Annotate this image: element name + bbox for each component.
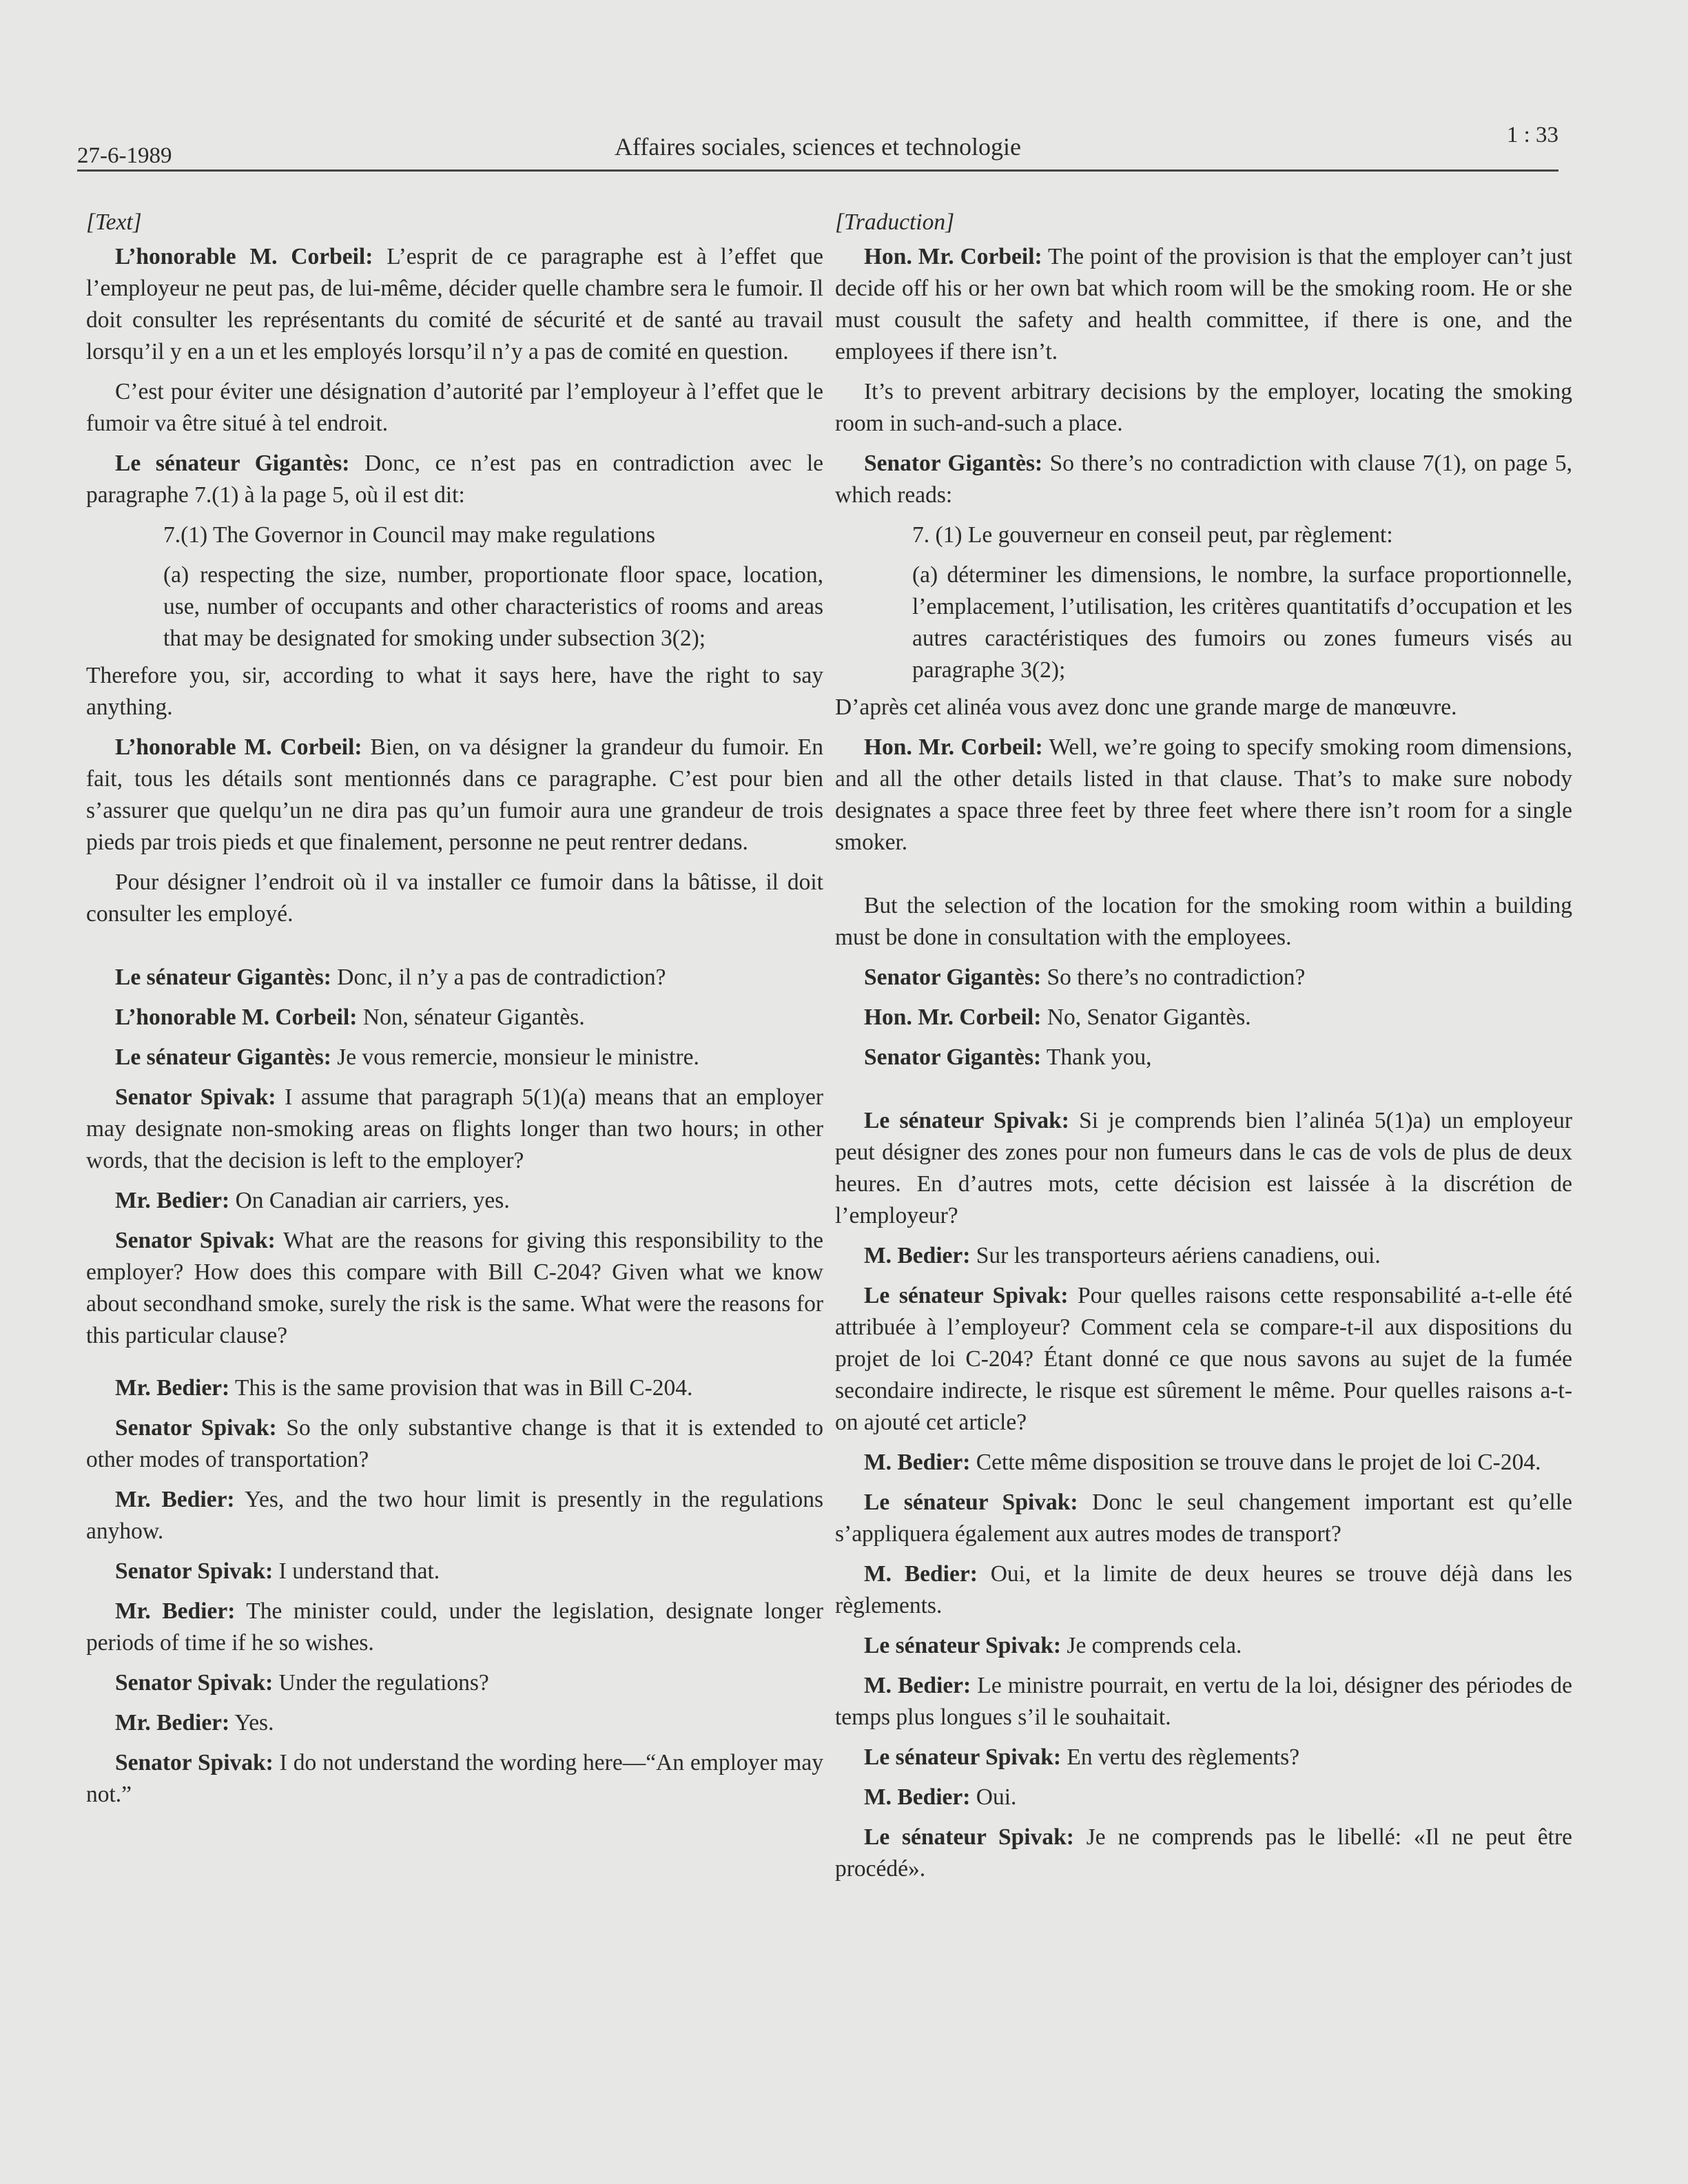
speech: Donc le seul changement important est qu’elle s’appliquera également aux autres modes de transport?	[835, 1490, 1572, 1547]
paragraph	[835, 1670, 1572, 1733]
speaker: Senator Spivak:	[115, 1670, 274, 1696]
speech: Je ne comprends pas le libellé: «Il ne peut être procédé».	[835, 1824, 1572, 1882]
speech: I do not understand the wording here—“An employer may not.”	[86, 1750, 823, 1807]
paragraph	[835, 1487, 1572, 1550]
paragraph	[86, 448, 823, 511]
speaker: Le sénateur Spivak:	[864, 1283, 1069, 1308]
paragraph: But the selection of the location for the smoking room within a building must be done in consultation with the employees.	[835, 893, 1572, 950]
speech: Sur les transporteurs aériens canadiens, oui.	[970, 1243, 1381, 1268]
speech: So there’s no contradiction with clause 7(1), on page 5, which reads:	[835, 451, 1572, 508]
paragraph: Therefore you, sir, according to what it says here, have the right to say anything.	[86, 663, 823, 720]
paragraph	[86, 1484, 823, 1547]
paragraph	[835, 1822, 1572, 1885]
speaker: Mr. Bedier:	[115, 1188, 230, 1213]
header-date: 27-6-1989	[77, 143, 172, 168]
paragraph	[86, 1225, 823, 1352]
page-header	[77, 123, 1558, 172]
paragraph	[86, 1412, 823, 1476]
speaker: Hon. Mr. Corbeil:	[864, 1005, 1042, 1030]
speech: Under the regulations?	[273, 1670, 489, 1696]
speaker: Le sénateur Spivak:	[864, 1490, 1078, 1515]
paragraph	[86, 1082, 823, 1177]
right-column	[835, 207, 1572, 1893]
quotation: (a) respecting the size, number, proportionate floor space, location, use, number of occupants and other characteristics of rooms and areas that may be designated for smoking under subsection 3(2);	[163, 562, 823, 651]
speaker: Mr. Bedier:	[115, 1710, 230, 1735]
speech: On Canadian air carriers, yes.	[229, 1188, 510, 1213]
speaker: Senator Gigantès:	[864, 965, 1042, 990]
speech: Pour quelles raisons cette responsabilité a-t-elle été attribuée à l’employeur? Comment cela se compare-t-il aux dispositions du projet de loi C-204? Étant donné ce que nous savons au sujet de la fumée secondaire indirecte, le risque est sûrement le même. Pour quelles raisons a-t-on ajouté cet article?	[835, 1283, 1572, 1435]
speech: Donc, il n’y a pas de contradiction?	[331, 965, 666, 990]
speech: No, Senator Gigantès.	[1041, 1005, 1251, 1030]
speech: Le ministre pourrait, en vertu de la loi, désigner des périodes de temps plus longues s’il le souhaitait.	[835, 1673, 1573, 1730]
paragraph	[835, 732, 1572, 858]
speech: Bien, on va désigner la grandeur du fumoir. En fait, tous les détails sont mentionnés dans ce paragraphe. C’est pour bien s’assurer que quelqu’un ne dira pas qu’un fumoir aura une grandeur de trois pieds par trois pieds et que finalement, personne ne peut rentrer dedans.	[86, 734, 823, 855]
speech: Oui, et la limite de deux heures se trouve déjà dans les règlements.	[835, 1561, 1572, 1618]
speaker: Le sénateur Gigantès:	[115, 965, 331, 990]
paragraph	[835, 241, 1572, 368]
speaker: Le sénateur Spivak:	[864, 1824, 1074, 1850]
speaker: Mr. Bedier:	[115, 1375, 230, 1401]
speaker: M. Bedier:	[864, 1561, 978, 1587]
speech: Je comprends cela.	[1061, 1633, 1242, 1658]
speaker: M. Bedier:	[864, 1450, 971, 1475]
speaker: L’honorable M. Corbeil:	[115, 734, 362, 760]
speech: Yes, and the two hour limit is presently in the regulations anyhow.	[86, 1487, 823, 1544]
speech: L’esprit de ce paragraphe est à l’effet que l’employeur ne peut pas, de lui-même, décider quelle chambre sera le fumoir. Il doit consulter les représentants du comité de sécurité et de santé au travail lorsqu’il y en a un et les employés lorsqu’il n’y a pas de comité en question.	[86, 244, 823, 364]
speaker: Mr. Bedier:	[115, 1598, 236, 1624]
speech: So there’s no contradiction?	[1041, 965, 1306, 990]
paragraph	[835, 1782, 1572, 1813]
paragraph: It’s to prevent arbitrary decisions by the employer, locating the smoking room in such-and-such a place.	[835, 379, 1572, 436]
paragraph	[835, 1447, 1572, 1479]
speaker: L’honorable M. Corbeil:	[115, 1005, 358, 1030]
paragraph	[835, 1042, 1572, 1073]
speech: I understand that.	[273, 1558, 440, 1584]
speaker: Le sénateur Spivak:	[864, 1744, 1062, 1770]
header-page-number: 1 : 33	[1506, 123, 1558, 147]
paragraph	[86, 241, 823, 368]
paragraph: Pour désigner l’endroit où il va installer ce fumoir dans la bâtisse, il doit consulter les employé.	[86, 869, 823, 927]
header-title: Affaires sociales, sciences et technologie	[614, 133, 1022, 161]
paragraph	[86, 1556, 823, 1587]
speech: Well, we’re going to specify smoking room dimensions, and all the other details listed in that clause. That’s to make sure nobody designates a space three feet by three feet where there isn’t room for a single smoker.	[835, 734, 1573, 855]
speaker: M. Bedier:	[864, 1673, 971, 1698]
paragraph	[835, 1630, 1572, 1662]
quotation: 7.(1) The Governor in Council may make regulations	[163, 522, 655, 548]
paragraph	[835, 1558, 1572, 1622]
speech: Oui.	[970, 1784, 1017, 1810]
left-column	[86, 207, 823, 1819]
speaker: Senator Spivak:	[115, 1558, 274, 1584]
speech: What are the reasons for giving this responsibility to the employer? How does this compare with Bill C-204? Given what we know about secondhand smoke, surely the risk is the same. What were the reasons for this particular clause?	[86, 1228, 823, 1348]
paragraph	[835, 962, 1572, 993]
speaker: Le sénateur Gigantès:	[115, 451, 350, 476]
paragraph	[835, 1105, 1572, 1232]
speaker: Hon. Mr. Corbeil:	[864, 244, 1042, 269]
speech: Non, sénateur Gigantès.	[357, 1005, 585, 1030]
speaker: Senator Gigantès:	[864, 451, 1043, 476]
speech: This is the same provision that was in Bill C-204.	[229, 1375, 693, 1401]
section-label: [Text]	[86, 209, 142, 235]
section-label: [Traduction]	[835, 209, 955, 235]
paragraph	[86, 962, 823, 993]
speech: So the only substantive change is that it is extended to other modes of transportation?	[86, 1415, 823, 1472]
paragraph	[835, 1240, 1572, 1272]
speaker: Hon. Mr. Corbeil:	[864, 734, 1043, 760]
quotation: 7. (1) Le gouverneur en conseil peut, par règlement:	[912, 522, 1393, 548]
speech: Cette même disposition se trouve dans le projet de loi C-204.	[970, 1450, 1541, 1475]
speaker: Senator Spivak:	[115, 1415, 277, 1441]
paragraph	[86, 1707, 823, 1739]
speech: Thank you,	[1041, 1044, 1152, 1070]
paragraph	[86, 1667, 823, 1699]
paragraph	[835, 448, 1572, 511]
speech: I assume that paragraph 5(1)(a) means that an employer may designate non-smoking areas on flights longer than two hours; in other words, that the decision is left to the employer?	[86, 1084, 823, 1173]
speaker: Le sénateur Spivak:	[864, 1108, 1069, 1133]
speech: Si je comprends bien l’alinéa 5(1)a) un employeur peut désigner des zones pour non fumeurs dans le cas de vols de plus de deux heures. En d’autres mots, cette décision est laissée à la discrétion de l’employeur?	[835, 1108, 1572, 1228]
paragraph	[835, 1742, 1572, 1773]
speech: Yes.	[229, 1710, 274, 1735]
paragraph: D’après cet alinéa vous avez donc une grande marge de manœuvre.	[835, 694, 1457, 720]
paragraph	[835, 1280, 1572, 1439]
header-rule	[77, 169, 1558, 172]
paragraph	[86, 1596, 823, 1659]
speaker: L’honorable M. Corbeil:	[115, 244, 373, 269]
paragraph	[86, 1747, 823, 1811]
speech: The point of the provision is that the employer can’t just decide off his or her own bat which room will be the smoking room. He or she must cousult the safety and health committee, if there is one, and the employees if there isn’t.	[835, 244, 1572, 364]
paragraph	[86, 1372, 823, 1404]
speech: The minister could, under the legislation, designate longer periods of time if he so wishes.	[86, 1598, 823, 1656]
speech: Je vous remercie, monsieur le ministre.	[331, 1044, 699, 1070]
paragraph	[86, 732, 823, 858]
paragraph	[835, 1002, 1572, 1033]
speaker: Le sénateur Spivak:	[864, 1633, 1062, 1658]
speech: En vertu des règlements?	[1061, 1744, 1300, 1770]
quotation: (a) déterminer les dimensions, le nombre, la surface proportionnelle, l’emplacement, l’utilisation, les critères quantitatifs d’occupation et les autres caractéristiques des fumoirs ou zones fumeurs visés au paragraphe 3(2);	[912, 562, 1572, 683]
speaker: Senator Spivak:	[115, 1228, 276, 1253]
speaker: M. Bedier:	[864, 1784, 971, 1810]
speaker: Senator Spivak:	[115, 1750, 274, 1775]
paragraph	[86, 1002, 823, 1033]
paragraph	[86, 1185, 823, 1217]
speaker: Senator Spivak:	[115, 1084, 276, 1110]
speaker: Senator Gigantès:	[864, 1044, 1042, 1070]
speaker: Le sénateur Gigantès:	[115, 1044, 331, 1070]
speaker: Mr. Bedier:	[115, 1487, 235, 1512]
speaker: M. Bedier:	[864, 1243, 971, 1268]
speech: Donc, ce n’est pas en contradiction avec le paragraphe 7.(1) à la page 5, où il est dit:	[86, 451, 823, 508]
paragraph	[86, 1042, 823, 1073]
paragraph: C’est pour éviter une désignation d’autorité par l’employeur à l’effet que le fumoir va être situé à tel endroit.	[86, 379, 823, 436]
